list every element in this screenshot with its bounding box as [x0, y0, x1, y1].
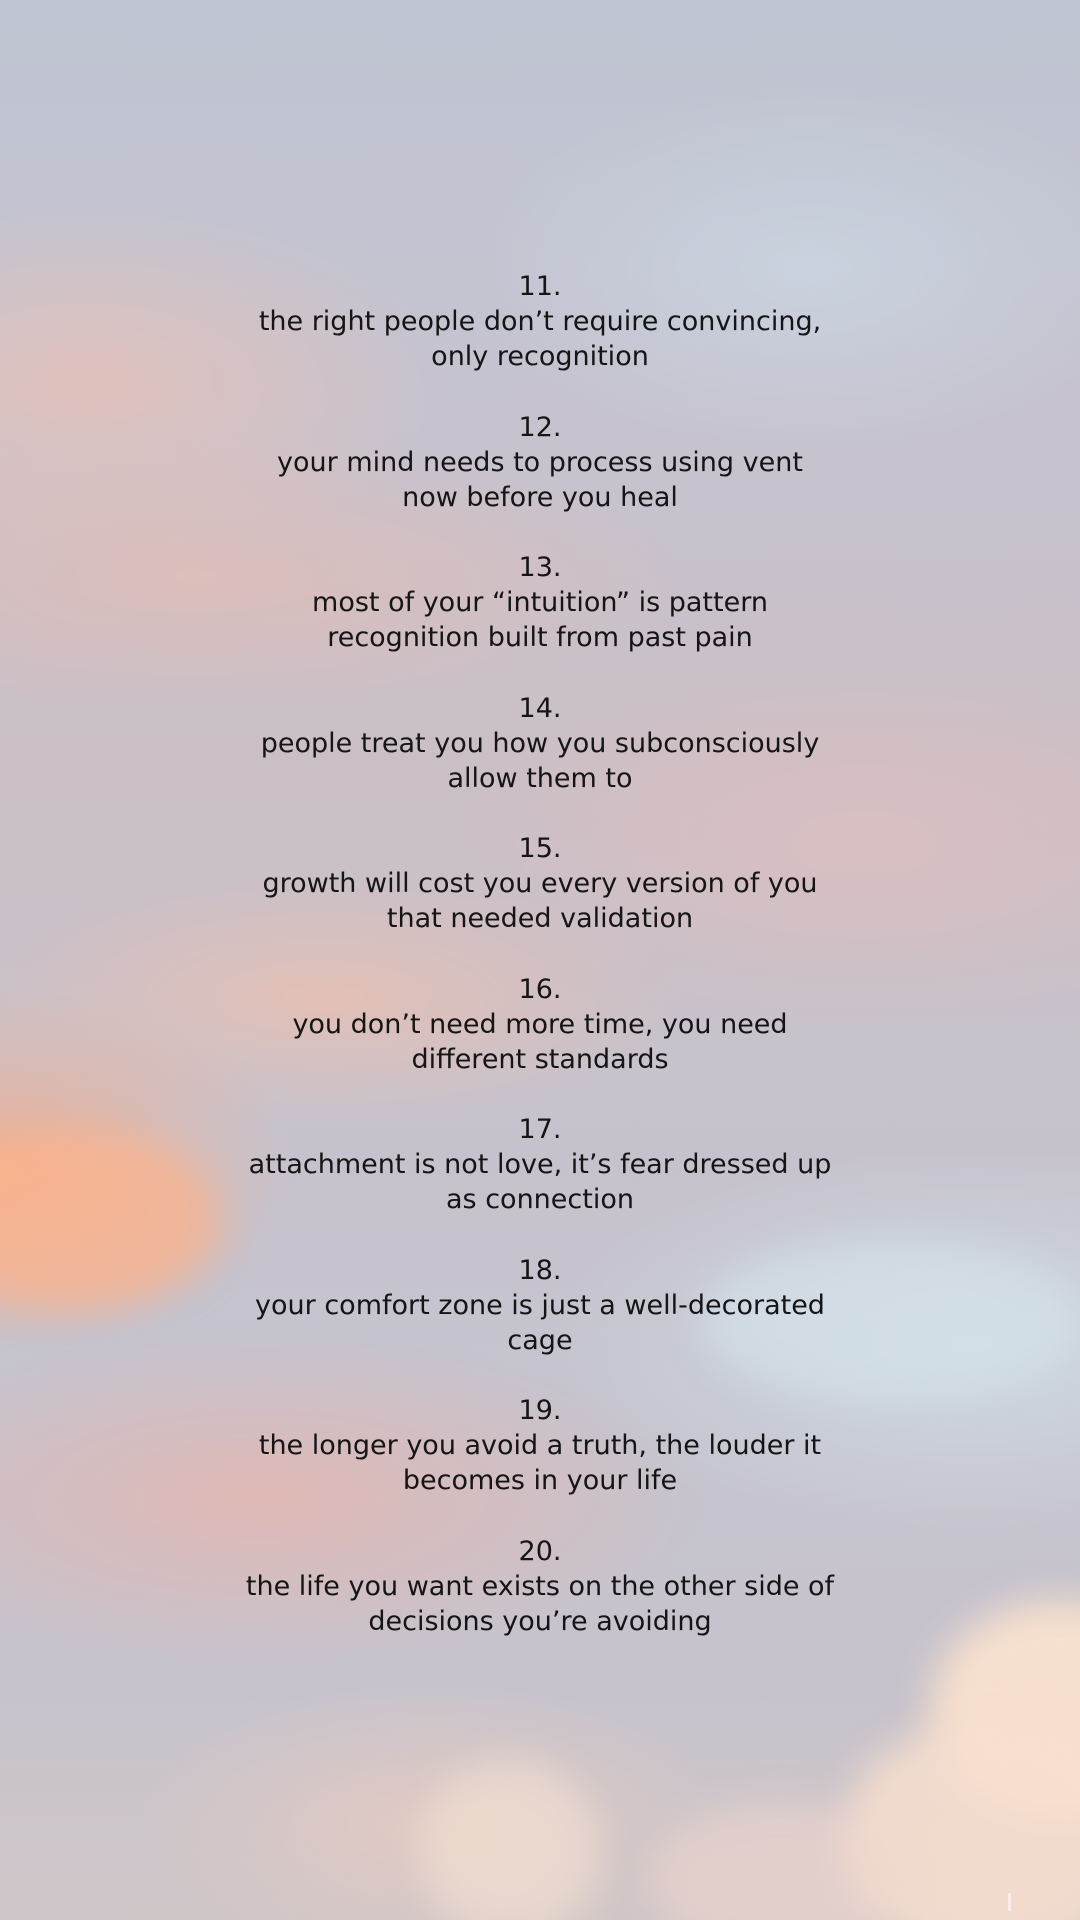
item-text-line: becomes in your life — [402, 1465, 678, 1496]
item-text-line: the longer you avoid a truth, the louder it — [258, 1430, 822, 1461]
cloud-shape — [420, 1760, 600, 1920]
item-text-line: that needed validation — [386, 903, 694, 934]
item-text-line: growth will cost you every version of you — [262, 868, 818, 899]
item-number: 11. — [518, 271, 562, 302]
item-number: 19. — [518, 1395, 562, 1426]
item-number: 16. — [518, 973, 562, 1005]
list-item — [0, 550, 1080, 691]
item-number: 15. — [518, 833, 562, 864]
list-item — [0, 410, 1080, 551]
list-item — [0, 1253, 1080, 1394]
item-text-line: your comfort zone is just a well-decorated — [255, 1289, 825, 1321]
item-number: 20. — [518, 1535, 562, 1567]
item-text-line: recognition built from past pain — [327, 622, 753, 653]
scroll-indicator — [1008, 1893, 1011, 1911]
item-text-line: the right people don’t require convincing, — [258, 306, 822, 337]
list-item — [0, 1534, 1080, 1675]
list-item — [0, 972, 1080, 1113]
item-number: 12. — [518, 411, 562, 443]
item-text-line: people treat you how you subconsciously — [260, 727, 820, 759]
list-item — [0, 831, 1080, 972]
item-text-line: attachment is not love, it’s fear dressed up — [248, 1149, 832, 1180]
item-text-line: allow them to — [447, 762, 633, 794]
item-text-line: only recognition — [431, 341, 649, 372]
item-number: 18. — [518, 1254, 562, 1286]
item-number: 13. — [518, 552, 562, 583]
list-item — [0, 691, 1080, 832]
item-text-line: as connection — [446, 1184, 634, 1215]
item-number: 14. — [518, 692, 562, 724]
item-text-line: cage — [507, 1324, 573, 1356]
item-text-line: now before you heal — [402, 481, 678, 513]
item-text-line: the life you want exists on the other side of — [245, 1570, 835, 1602]
item-number: 17. — [518, 1114, 562, 1145]
item-text-line: different standards — [411, 1043, 669, 1075]
item-text-line: you don’t need more time, you need — [292, 1008, 788, 1040]
quote-list — [0, 269, 1080, 1674]
item-text-line: your mind needs to process using vent — [277, 446, 803, 478]
list-item — [0, 269, 1080, 410]
list-item — [0, 1112, 1080, 1253]
list-item — [0, 1393, 1080, 1534]
item-text-line: most of your “intuition” is pattern — [312, 587, 768, 618]
item-text-line: decisions you’re avoiding — [368, 1605, 712, 1637]
